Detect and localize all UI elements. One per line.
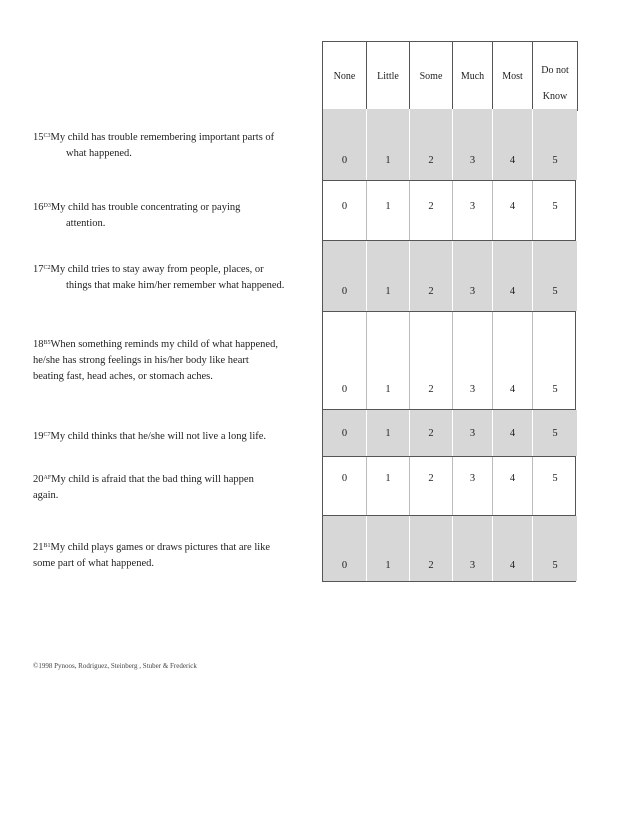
answer-row-19 xyxy=(322,410,576,457)
question-text-line: My child plays games or draws pictures that are like xyxy=(50,542,271,553)
answer-value: 2 xyxy=(428,384,434,395)
question-text-line: My child thinks that he/she will not live a long life. xyxy=(50,431,267,442)
answer-value: 3 xyxy=(469,560,476,571)
answer-value: 3 xyxy=(469,201,476,212)
question-number: 15 xyxy=(33,132,44,143)
answer-row-18 xyxy=(322,312,576,410)
answer-value: 1 xyxy=(385,473,391,484)
answer-value: 4 xyxy=(509,560,516,571)
answer-cell[interactable] xyxy=(410,109,453,180)
question-text-line: he/she has strong feelings in his/her body like heart xyxy=(33,355,249,366)
answer-value: 1 xyxy=(385,428,391,439)
question-number: 19 xyxy=(33,431,44,442)
question-15 xyxy=(33,130,323,162)
header-label: Some xyxy=(419,71,443,82)
question-text-line: what happened. xyxy=(66,148,132,159)
answer-cell[interactable] xyxy=(453,241,493,311)
question-16 xyxy=(33,200,323,232)
answer-cell[interactable] xyxy=(453,109,493,180)
answer-value: 2 xyxy=(428,428,434,439)
question-text-line: My child is afraid that the bad thing will happen xyxy=(51,474,254,485)
question-text-line: My child has trouble remembering important parts of xyxy=(50,132,275,143)
answer-value: 0 xyxy=(341,473,348,484)
answer-cell[interactable] xyxy=(410,457,453,515)
answer-value: 5 xyxy=(552,286,558,297)
question-code: C7 xyxy=(43,432,51,438)
answer-cell[interactable] xyxy=(493,457,533,515)
header-none xyxy=(323,42,367,110)
copyright-footer: ©1998 Pynoos, Rodriguez, Steinberg , Stuber & Frederick xyxy=(33,662,197,670)
answer-value: 0 xyxy=(341,201,348,212)
answer-value: 0 xyxy=(341,560,348,571)
answer-cell[interactable] xyxy=(367,516,410,581)
question-20 xyxy=(33,472,323,504)
header-do-not-know xyxy=(533,42,577,110)
question-text-line: again. xyxy=(33,490,59,501)
answer-value: 5 xyxy=(552,155,558,166)
answer-cell[interactable] xyxy=(323,457,367,515)
answer-cell[interactable] xyxy=(323,410,367,456)
question-code: C3 xyxy=(43,133,51,139)
answer-value: 2 xyxy=(428,155,434,166)
answer-value: 4 xyxy=(509,286,516,297)
answer-cell[interactable] xyxy=(323,181,367,240)
answer-cell[interactable] xyxy=(410,181,453,240)
answer-value: 4 xyxy=(509,384,516,395)
question-code: C2 xyxy=(43,265,51,271)
question-19 xyxy=(33,429,323,445)
question-text-line: things that make him/her remember what happened. xyxy=(66,280,285,291)
answer-cell[interactable] xyxy=(493,241,533,311)
answer-cell[interactable] xyxy=(533,410,577,456)
answer-cell[interactable] xyxy=(367,312,410,409)
answer-value: 5 xyxy=(552,384,558,395)
question-code: B1 xyxy=(43,543,51,549)
answer-cell[interactable] xyxy=(493,312,533,409)
answer-value: 0 xyxy=(341,428,348,439)
header-much xyxy=(453,42,493,110)
answer-value: 1 xyxy=(385,201,391,212)
answer-cell[interactable] xyxy=(493,109,533,180)
header-label-line2: Know xyxy=(542,91,568,102)
answer-row-21 xyxy=(322,516,576,582)
answer-row-17 xyxy=(322,241,576,312)
answer-cell[interactable] xyxy=(410,241,453,311)
answer-cell[interactable] xyxy=(493,516,533,581)
question-code: B5 xyxy=(43,340,51,346)
question-text-line: beating fast, head aches, or stomach aches. xyxy=(33,371,213,382)
answer-cell[interactable] xyxy=(410,410,453,456)
answer-cell[interactable] xyxy=(367,457,410,515)
header-most xyxy=(493,42,533,110)
answer-value: 2 xyxy=(428,473,434,484)
answer-cell[interactable] xyxy=(367,181,410,240)
answer-value: 3 xyxy=(469,286,476,297)
header-label: Most xyxy=(502,71,523,82)
answer-value: 0 xyxy=(341,155,348,166)
answer-row-16 xyxy=(322,181,576,241)
answer-cell[interactable] xyxy=(453,410,493,456)
question-text-line: some part of what happened. xyxy=(33,558,155,569)
header-some xyxy=(410,42,453,110)
answer-value: 4 xyxy=(509,201,516,212)
question-number: 18 xyxy=(33,339,44,350)
answer-cell[interactable] xyxy=(367,241,410,311)
answer-value: 5 xyxy=(552,560,558,571)
answer-cell[interactable] xyxy=(367,410,410,456)
answer-value: 5 xyxy=(552,201,558,212)
question-number: 20 xyxy=(33,474,44,485)
answer-value: 2 xyxy=(428,286,434,297)
answer-value: 1 xyxy=(385,155,391,166)
answer-value: 1 xyxy=(385,384,391,395)
answer-cell[interactable] xyxy=(453,457,493,515)
question-21 xyxy=(33,540,323,572)
answer-row-15 xyxy=(322,109,576,181)
question-number: 16 xyxy=(33,202,44,213)
answer-value: 1 xyxy=(385,286,391,297)
header-label: Much xyxy=(460,71,485,82)
question-code: AF xyxy=(43,475,52,481)
question-text-line: My child has trouble concentrating or paying xyxy=(50,202,241,213)
answer-value: 3 xyxy=(469,155,476,166)
answer-cell[interactable] xyxy=(367,109,410,180)
answer-cell[interactable] xyxy=(533,109,577,180)
question-number: 17 xyxy=(33,264,44,275)
header-little xyxy=(367,42,410,110)
answer-cell[interactable] xyxy=(533,181,577,240)
answer-cell[interactable] xyxy=(533,312,577,409)
header-label: Little xyxy=(377,71,399,82)
answer-cell[interactable] xyxy=(323,241,367,311)
header-label: None xyxy=(333,71,356,82)
answer-row-20 xyxy=(322,457,576,516)
answer-cell[interactable] xyxy=(453,516,493,581)
answer-cell[interactable] xyxy=(323,312,367,409)
question-text-line: My child tries to stay away from people, places, or xyxy=(50,264,264,275)
answer-value: 0 xyxy=(341,384,348,395)
question-text-line: attention. xyxy=(66,218,106,229)
answer-cell[interactable] xyxy=(453,181,493,240)
header-label: Do not xyxy=(541,65,569,76)
answer-value: 5 xyxy=(552,428,558,439)
question-18 xyxy=(33,337,323,385)
answer-value: 5 xyxy=(552,473,558,484)
answer-value: 2 xyxy=(428,560,434,571)
answer-cell[interactable] xyxy=(533,241,577,311)
question-number: 21 xyxy=(33,542,44,553)
answer-cell[interactable] xyxy=(410,312,453,409)
answer-cell[interactable] xyxy=(533,457,577,515)
answer-value: 0 xyxy=(341,286,348,297)
answer-value: 4 xyxy=(509,428,516,439)
answer-cell[interactable] xyxy=(493,181,533,240)
answer-value: 2 xyxy=(428,201,434,212)
answer-cell[interactable] xyxy=(493,410,533,456)
answer-value: 3 xyxy=(469,384,476,395)
answer-cell[interactable] xyxy=(323,109,367,180)
answer-value: 3 xyxy=(469,473,476,484)
answer-value: 4 xyxy=(509,155,516,166)
question-code: D3 xyxy=(43,203,51,209)
answer-cell[interactable] xyxy=(533,516,577,581)
response-scale-header xyxy=(322,41,578,111)
answer-cell[interactable] xyxy=(410,516,453,581)
answer-value: 3 xyxy=(469,428,476,439)
answer-value: 1 xyxy=(385,560,391,571)
answer-value: 4 xyxy=(509,473,516,484)
question-text-line: When something reminds my child of what happened, xyxy=(50,339,278,350)
question-17 xyxy=(33,262,323,294)
answer-cell[interactable] xyxy=(323,516,367,581)
answer-cell[interactable] xyxy=(453,312,493,409)
